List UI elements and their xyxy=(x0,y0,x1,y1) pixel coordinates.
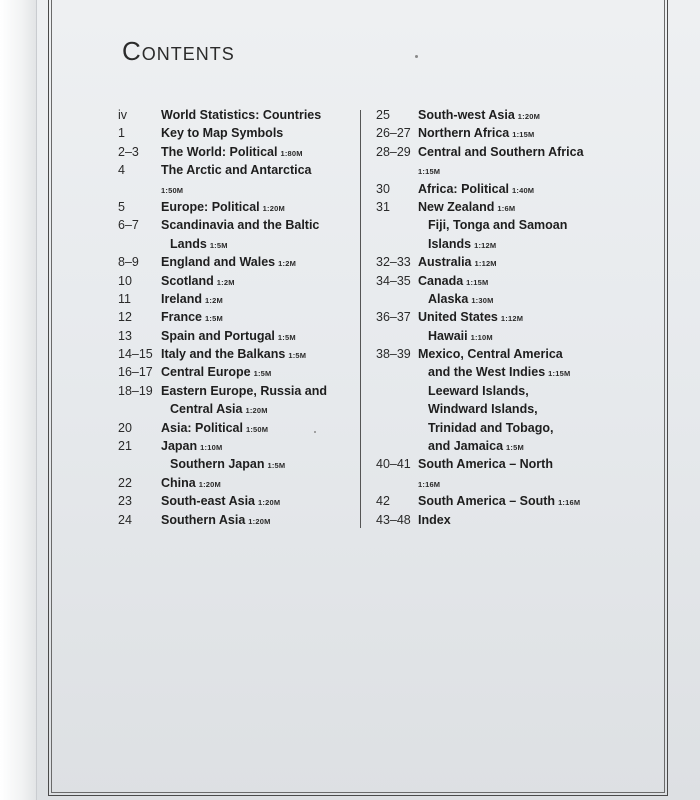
entry-text xyxy=(161,290,223,310)
contents-entry xyxy=(118,382,356,400)
page-number: 4 xyxy=(118,163,125,178)
page-number: 11 xyxy=(118,291,131,306)
entry-text xyxy=(428,363,570,383)
entry-text xyxy=(161,308,223,328)
map-scale: 1:12M xyxy=(474,259,497,269)
entry-text xyxy=(161,106,324,126)
contents-entry xyxy=(118,345,356,363)
contents-entry xyxy=(118,124,356,142)
entry-text xyxy=(418,511,454,531)
map-title: South America – North xyxy=(418,457,553,472)
entry-text xyxy=(170,400,268,420)
entry-text xyxy=(428,216,570,236)
entry-text xyxy=(418,345,566,365)
entry-text xyxy=(161,327,296,347)
map-title: England and Wales xyxy=(161,255,276,270)
page-number: 24 xyxy=(118,512,132,527)
entry-text xyxy=(428,382,532,402)
contents-entry xyxy=(376,290,638,308)
entry-text xyxy=(161,161,315,181)
map-title: Spain and Portugal xyxy=(161,328,275,343)
map-scale: 1:16M xyxy=(558,498,581,508)
page-number: 18–19 xyxy=(118,383,153,398)
page-number: 20 xyxy=(118,420,132,435)
page-number: 26–27 xyxy=(376,126,411,141)
map-scale: 1:15M xyxy=(466,277,489,287)
contents-entry xyxy=(118,253,356,271)
contents-entry xyxy=(118,400,356,418)
map-scale: 1:10M xyxy=(470,332,493,342)
entry-text xyxy=(161,180,183,200)
map-scale: 1:15M xyxy=(418,167,441,177)
map-scale: 1:20M xyxy=(262,203,285,213)
page-number: 43–48 xyxy=(376,512,411,527)
map-title: The Arctic and Antarctica xyxy=(161,163,312,178)
map-scale: 1:5M xyxy=(288,351,307,361)
map-title: Europe: Political xyxy=(161,199,260,214)
map-title: Northern Africa xyxy=(418,126,510,141)
entry-text xyxy=(418,198,515,218)
map-scale: 1:15M xyxy=(512,130,535,140)
page-number: 42 xyxy=(376,494,390,509)
contents-entry xyxy=(376,216,638,234)
map-scale: 1:12M xyxy=(474,240,497,250)
contents-entry xyxy=(118,290,356,308)
contents-entry xyxy=(118,235,356,253)
entry-text xyxy=(170,455,285,475)
map-title: Italy and the Balkans xyxy=(161,347,286,362)
page-title: Contents xyxy=(122,36,235,66)
contents-entry xyxy=(376,492,638,510)
page-number: 14–15 xyxy=(118,347,153,362)
map-scale: 1:2M xyxy=(278,259,297,269)
map-scale: 1:5M xyxy=(277,332,296,342)
map-title: Scandinavia and the Baltic xyxy=(161,218,320,233)
contents-entry xyxy=(376,124,638,142)
map-scale: 1:5M xyxy=(506,443,524,453)
contents-entry xyxy=(118,327,356,345)
contents-entry xyxy=(376,437,638,455)
contents-entry xyxy=(118,143,356,161)
entry-text xyxy=(428,290,494,310)
contents-entry xyxy=(376,198,638,216)
contents-entry xyxy=(376,327,638,345)
entry-text xyxy=(418,474,440,494)
entry-text xyxy=(428,419,556,439)
contents-entry xyxy=(118,106,356,124)
page-number: 12 xyxy=(118,310,132,325)
entry-text xyxy=(161,345,306,365)
entry-text xyxy=(161,474,221,494)
entry-text xyxy=(161,272,235,292)
map-scale: 1:20M xyxy=(248,516,271,526)
entry-text xyxy=(418,106,540,126)
entry-text xyxy=(428,327,493,347)
page-number: 2–3 xyxy=(118,144,139,159)
print-speck xyxy=(415,55,418,58)
entry-text xyxy=(161,198,285,218)
column-divider xyxy=(360,110,361,528)
map-scale: 1:5M xyxy=(253,369,272,379)
contents-entry xyxy=(376,272,638,290)
map-scale: 1:20M xyxy=(517,112,541,121)
contents-entry xyxy=(118,455,356,473)
contents-entry xyxy=(118,363,356,381)
contents-entry xyxy=(118,474,356,492)
contents-column-right xyxy=(376,106,638,529)
contents-entry xyxy=(376,106,638,124)
map-title: Canada xyxy=(418,273,464,288)
entry-text xyxy=(418,308,523,328)
map-scale: 1:50M xyxy=(161,185,184,195)
page-number: 31 xyxy=(376,199,390,214)
map-title: World Statistics: Countries xyxy=(161,108,322,122)
entry-text xyxy=(170,235,228,255)
map-title: Central Europe xyxy=(161,365,251,380)
contents-entry xyxy=(376,363,638,381)
entry-text xyxy=(428,400,541,420)
map-scale: 1:10M xyxy=(200,443,223,453)
map-title: South-west Asia xyxy=(418,108,515,122)
map-title: Africa: Political xyxy=(418,181,509,196)
contents-entry xyxy=(376,474,638,492)
entry-text xyxy=(161,492,280,512)
page-number: 21 xyxy=(118,439,132,454)
page-number: iv xyxy=(118,108,128,122)
entry-text xyxy=(418,455,556,475)
map-title: Central and Southern Africa xyxy=(418,144,584,159)
contents-entry xyxy=(376,161,638,179)
page-number: 6–7 xyxy=(118,218,139,233)
page-number: 5 xyxy=(118,199,125,214)
map-title: China xyxy=(161,475,196,490)
map-scale: 1:2M xyxy=(205,295,223,305)
map-title: South America – South xyxy=(418,494,556,509)
page-number: 32–33 xyxy=(376,255,411,270)
map-scale: 1:5M xyxy=(205,314,223,324)
entry-text xyxy=(161,382,330,402)
map-title: Alaska xyxy=(428,291,469,306)
contents-entry xyxy=(376,455,638,473)
contents-entry xyxy=(376,345,638,363)
map-scale: 1:2M xyxy=(216,277,235,287)
contents-entry xyxy=(118,161,356,179)
map-scale: 1:20M xyxy=(258,498,281,508)
contents-entry xyxy=(376,253,638,271)
entry-text xyxy=(428,437,524,457)
map-title: Central Asia xyxy=(170,402,243,417)
map-title: United States xyxy=(418,310,498,325)
map-scale: 1:5M xyxy=(209,240,228,250)
entry-text xyxy=(161,124,286,144)
map-title: Ireland xyxy=(161,291,202,306)
page-number: 1 xyxy=(118,126,125,141)
page-number: 30 xyxy=(376,181,390,196)
map-title: Hawaii xyxy=(428,328,468,343)
entry-text xyxy=(161,419,268,439)
map-title: Southern Asia xyxy=(161,512,246,527)
map-scale: 1:40M xyxy=(512,185,535,195)
map-title: Scotland xyxy=(161,273,214,288)
contents-entry xyxy=(118,492,356,510)
map-title: Southern Japan xyxy=(170,457,265,472)
entry-text xyxy=(161,253,296,273)
entry-text xyxy=(418,180,534,200)
map-scale: 1:80M xyxy=(280,148,303,158)
map-scale: 1:20M xyxy=(245,406,268,416)
page-number: 22 xyxy=(118,475,132,490)
map-title: and Jamaica xyxy=(428,439,504,454)
page-number: 36–37 xyxy=(376,310,411,325)
map-title: France xyxy=(161,310,202,325)
page-number: 23 xyxy=(118,494,132,509)
map-scale: 1:16M xyxy=(418,479,441,489)
map-scale: 1:15M xyxy=(548,369,571,379)
contents-entry xyxy=(376,400,638,418)
entry-text xyxy=(161,216,322,236)
map-title: The World: Political xyxy=(161,144,278,159)
contents-entry xyxy=(118,216,356,234)
map-title: Index xyxy=(418,512,451,527)
map-scale: 1:5M xyxy=(267,461,286,471)
contents-column-left xyxy=(118,106,356,529)
map-title: and the West Indies xyxy=(428,365,546,380)
page-number: 13 xyxy=(118,328,132,343)
page-number: 10 xyxy=(118,273,132,288)
map-title: South-east Asia xyxy=(161,494,256,509)
contents-entry xyxy=(118,272,356,290)
map-scale: 1:30M xyxy=(471,295,494,305)
map-scale: 1:50M xyxy=(245,424,269,434)
contents-entry xyxy=(118,198,356,216)
contents-entry xyxy=(118,419,356,437)
entry-text xyxy=(418,143,587,163)
map-title: Mexico, Central America xyxy=(418,347,563,362)
page-number: 25 xyxy=(376,108,390,122)
entry-text xyxy=(418,124,534,144)
page-number: 40–41 xyxy=(376,457,411,472)
entry-text xyxy=(418,492,580,512)
entry-text xyxy=(161,363,272,383)
map-title: New Zealand xyxy=(418,199,495,214)
contents-entry xyxy=(376,235,638,253)
map-title: Key to Map Symbols xyxy=(161,126,284,141)
page-number: 8–9 xyxy=(118,255,139,270)
map-title: Trinidad and Tobago, xyxy=(428,420,554,435)
map-title: Lands xyxy=(170,236,207,251)
map-title: Australia xyxy=(418,255,472,270)
contents-entry xyxy=(118,308,356,326)
entry-text xyxy=(418,272,488,292)
contents-entry xyxy=(118,511,356,529)
map-title: Islands xyxy=(428,236,472,251)
page-number: 34–35 xyxy=(376,273,411,288)
contents-entry xyxy=(376,382,638,400)
map-title: Eastern Europe, Russia and xyxy=(161,383,328,398)
contents-entry xyxy=(118,437,356,455)
entry-text xyxy=(161,437,222,457)
entry-text xyxy=(418,253,497,273)
map-title: Windward Islands, xyxy=(428,402,538,417)
page-number: 16–17 xyxy=(118,365,153,380)
entry-text xyxy=(161,143,303,163)
facing-page-edge xyxy=(0,0,36,800)
map-title: Asia: Political xyxy=(161,420,243,435)
map-title: Fiji, Tonga and Samoan xyxy=(428,218,568,233)
map-scale: 1:12M xyxy=(500,314,524,324)
contents-entry xyxy=(376,308,638,326)
map-scale: 1:20M xyxy=(198,479,221,489)
entry-text xyxy=(161,511,271,531)
contents-entry xyxy=(376,143,638,161)
entry-text xyxy=(428,235,496,255)
page-number: 38–39 xyxy=(376,347,411,362)
map-title: Leeward Islands, xyxy=(428,383,529,398)
map-scale: 1:6M xyxy=(497,203,516,213)
map-title: Japan xyxy=(161,439,198,454)
entry-text xyxy=(418,161,440,181)
contents-entry xyxy=(376,511,638,529)
page-number: 28–29 xyxy=(376,144,411,159)
contents-entry xyxy=(376,180,638,198)
contents-entry xyxy=(118,180,356,198)
contents-entry xyxy=(376,419,638,437)
